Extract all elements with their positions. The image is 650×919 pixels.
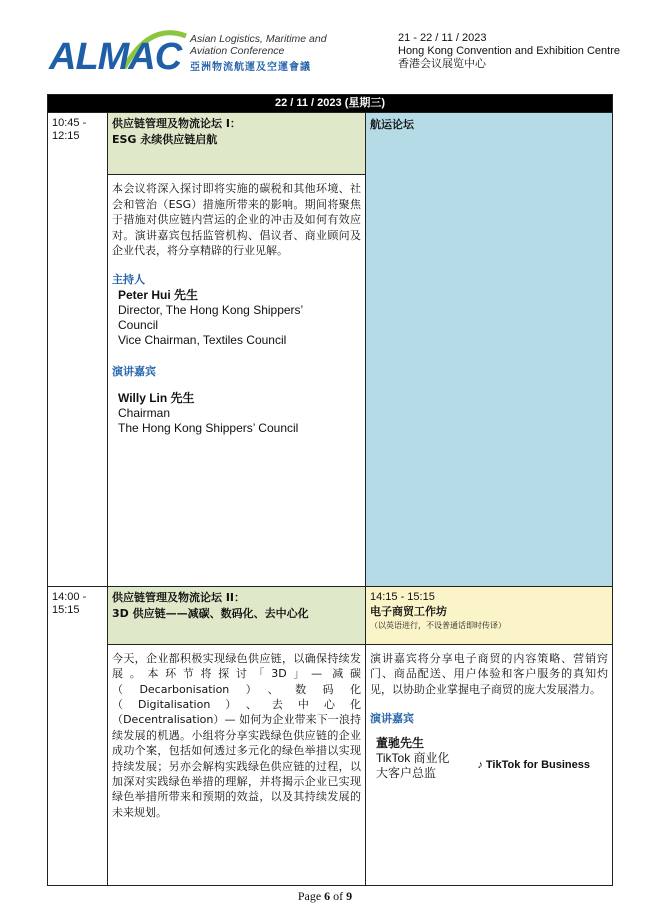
speaker: Willy Lin 先生 Chairman The Hong Kong Shippers’ Council (118, 391, 299, 436)
event-venue-cn: 香港会议展览中心 (398, 58, 486, 70)
moderator-label: 主持人 (112, 273, 145, 287)
page-footer: Page 6 of 9 (297, 889, 353, 903)
logo-english-name: Asian Logistics, Maritime and Aviation Conference (190, 33, 327, 57)
event-info (398, 32, 620, 71)
session-time: 10:45 - 12:15 (48, 113, 108, 587)
session-detail-row (48, 644, 613, 885)
session-row (48, 587, 613, 645)
current-page: 6 (324, 889, 331, 903)
event-venue: Hong Kong Convention and Exhibition Centre (398, 45, 620, 57)
shipping-forum-title: 航运论坛 (370, 118, 414, 131)
page-header (0, 0, 650, 80)
speaker: 董驰先生 TikTok 商业化 大客户总监 ♪ TikTok for Business (376, 736, 591, 781)
workshop-detail (366, 644, 613, 885)
workshop-title: 14:15 - 15:15 电子商贸工作坊 （以英语进行，不设普通话即时传译） (366, 587, 613, 645)
moderator: Peter Hui 先生 Director, The Hong Kong Shippers’ Council Vice Chairman, Textiles Council (118, 287, 304, 347)
session-title: 供应链管理及物流论坛 II： 3D 供应链——减碳、数码化、去中心化 (108, 587, 366, 645)
logo-chinese-name: 亞洲物流航運及空運會議 (190, 62, 311, 73)
session-row (48, 113, 613, 175)
tiktok-for-business-logo: ♪ TikTok for Business (477, 759, 591, 772)
session-time: 14:00 - 15:15 (48, 587, 108, 886)
shipping-forum-cell (366, 113, 613, 587)
almac-logo: ALMAC (49, 36, 182, 78)
session-title: 供应链管理及物流论坛 I： ESG 永续供应链启航 (108, 113, 366, 175)
session-description: 今天，企业都积极实现绿色供应链，以确保持续发展。本环节将探讨「3D」— 减碳（Decarbonisation）、数码化（Digitalisation）、去中心化（Decentralisation）— 如何为企业带来下一浪持续发展的机遇。小组将分享实践绿色供应链的企业成功个案，包括如何透过多元化的绿色举措以实现持续发展；另亦会解构实践绿色供应链的过程，以加深对实践绿色举措的理解，并将揭示企业已实现绿色举措所带来和预期的效益，以及其持续发展的未来规划。 (112, 651, 361, 819)
schedule-table (47, 94, 613, 886)
speaker-label: 演讲嘉宾 (112, 364, 156, 378)
day-label: 22 / 11 / 2023 (星期三) (48, 95, 613, 113)
speaker-label: 演讲嘉宾 (370, 711, 414, 725)
day-header-row (48, 95, 613, 113)
workshop-description: 演讲嘉宾将分享电子商贸的内容策略、营销窍门、商品配送、用户体验和客户服务的真知灼见，以协助企业掌握电子商贸的庞大发展潜力。 (370, 651, 609, 696)
total-pages: 9 (346, 889, 353, 903)
session-description: 本会议将深入探讨即将实施的碳税和其他环境、社会和管治（ESG）措施所带来的影响。期间将聚焦于措施对供应链内营运的企业的冲击及如何有效应对。演讲嘉宾包括监管机构、倡议者、商业顾问及企业代表，将分享精辟的行业见解。 (112, 182, 361, 258)
session-detail (108, 644, 366, 885)
session-detail (108, 175, 366, 587)
event-date: 21 - 22 / 11 / 2023 (398, 32, 487, 44)
